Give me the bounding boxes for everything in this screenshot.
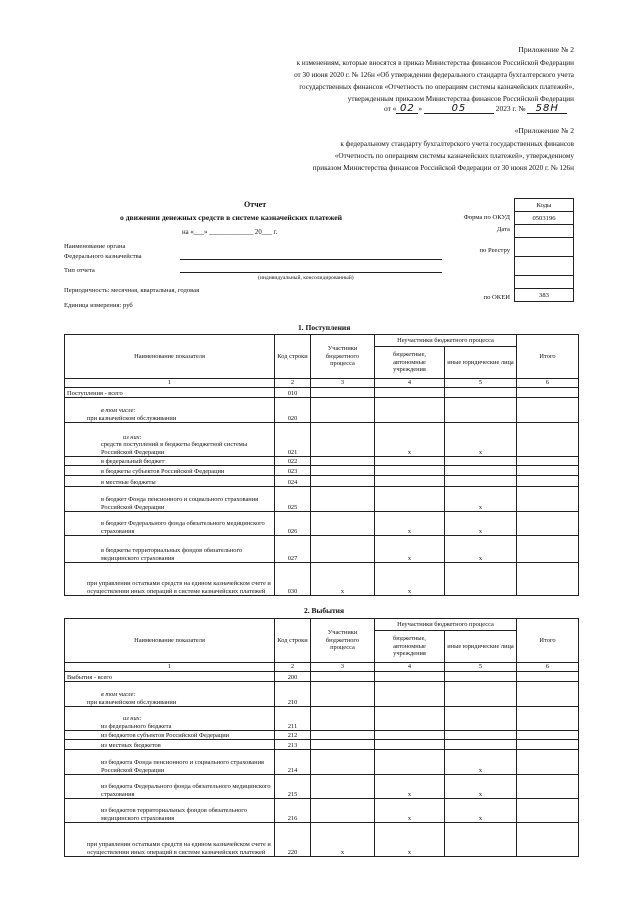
row-cell-c3	[311, 707, 375, 731]
row-cell-c5	[445, 398, 517, 423]
row-group-label: из них:	[123, 715, 142, 722]
codes-header: Коды	[515, 199, 574, 212]
col-num-2: 2	[275, 663, 311, 672]
row-cell-c4: x	[375, 563, 445, 596]
col-budget-inst-header: бюджетные, автономные учреждения	[375, 631, 445, 663]
row-name	[65, 682, 275, 707]
table-row	[65, 799, 579, 823]
row-cell-total	[517, 707, 579, 731]
row-cell-c4	[375, 707, 445, 731]
codes-table	[514, 198, 574, 302]
appendix2-title: «Приложение № 2	[514, 126, 574, 135]
table-row	[65, 740, 579, 750]
col-num-6: 6	[517, 379, 579, 388]
row-cell-c5	[445, 388, 517, 398]
row-name: Поступления - всего	[65, 388, 275, 398]
row-cell-total	[517, 731, 579, 740]
row-name	[65, 423, 275, 457]
row-cell-c4: x	[375, 512, 445, 536]
row-label: средств поступлений в бюджеты бюджетной системы Российской Федерации	[101, 441, 248, 456]
row-cell-total	[517, 775, 579, 799]
org-label-2: Федерального казначейства	[64, 253, 142, 260]
okei-label: по ОКЕИ	[483, 294, 510, 301]
row-cell-total	[517, 388, 579, 398]
row-cell-c4	[375, 731, 445, 740]
table-row	[65, 707, 579, 731]
row-cell-c5	[445, 707, 517, 731]
registry-cell-2	[515, 257, 574, 276]
type-label: Тип отчета	[64, 267, 95, 274]
row-code: 213	[275, 740, 311, 750]
date-year: 2023 г. №	[495, 104, 526, 113]
row-code: 030	[275, 563, 311, 596]
table-row	[65, 512, 579, 536]
row-cell-c4	[375, 682, 445, 707]
row-code: 020	[275, 398, 311, 423]
row-code: 026	[275, 512, 311, 536]
row-code: 023	[275, 466, 311, 476]
report-title: Отчет	[244, 200, 267, 209]
row-cell-total	[517, 740, 579, 750]
row-cell-c5	[445, 682, 517, 707]
column-numbers-row	[65, 663, 579, 672]
type-underline	[180, 272, 442, 273]
row-cell-c5	[445, 457, 517, 466]
order-number: 58Н	[527, 104, 567, 114]
row-name: из бюджета Фонда пенсионного и социального страхования Российской Федерации	[65, 750, 275, 775]
row-cell-c4	[375, 398, 445, 423]
row-code: 027	[275, 536, 311, 563]
col-num-1: 1	[65, 379, 275, 388]
date-month: 05	[424, 104, 494, 114]
row-cell-c3	[311, 466, 375, 476]
col-name-header: Наименование показателя	[65, 335, 275, 379]
row-cell-c3	[311, 457, 375, 466]
table-row	[65, 476, 579, 487]
row-name: в местные бюджеты	[65, 476, 275, 487]
table-row	[65, 682, 579, 707]
row-code: 022	[275, 457, 311, 466]
appendix-title: Приложение № 2	[518, 45, 574, 54]
amend-line-1: к изменениям, которые вносятся в приказ Министерства финансов Российской Федерации	[296, 59, 574, 67]
col-budget-inst-header: бюджетные, автономные учреждения	[375, 347, 445, 379]
row-cell-c3	[311, 682, 375, 707]
col-participants-header: Участники бюджетного процесса	[311, 335, 375, 379]
row-cell-c4	[375, 466, 445, 476]
row-cell-c4	[375, 388, 445, 398]
col-num-3: 3	[311, 379, 375, 388]
row-cell-c3	[311, 775, 375, 799]
col-num-5: 5	[445, 379, 517, 388]
row-cell-total	[517, 487, 579, 512]
row-cell-total	[517, 423, 579, 457]
row-cell-total	[517, 536, 579, 563]
row-cell-c3	[311, 487, 375, 512]
table-row	[65, 466, 579, 476]
row-name: в бюджет Фонда пенсионного и социального страхования Российской Федерации	[65, 487, 275, 512]
row-cell-c5: x	[445, 487, 517, 512]
row-label: при казначейском обслуживании	[87, 698, 177, 706]
row-cell-c3	[311, 536, 375, 563]
row-cell-c5: x	[445, 536, 517, 563]
row-cell-c5	[445, 476, 517, 487]
section2-title: 2. Выбытия	[304, 606, 345, 615]
row-cell-c4	[375, 476, 445, 487]
row-name: при управлении остатками средств на едином казначейском счете и осуществлении иных операций в системе казначейских платежей	[65, 563, 275, 596]
row-cell-c3	[311, 672, 375, 682]
row-cell-c5: x	[445, 750, 517, 775]
date-code-label: Дата	[496, 226, 510, 233]
row-name	[65, 398, 275, 423]
row-name: в бюджеты субъектов Российской Федерации	[65, 466, 275, 476]
table-row	[65, 536, 579, 563]
row-cell-c5: x	[445, 423, 517, 457]
row-code: 216	[275, 799, 311, 823]
row-cell-c5	[445, 672, 517, 682]
section1-title: 1. Поступления	[298, 323, 351, 332]
date-mid: »	[418, 104, 423, 113]
row-cell-total	[517, 750, 579, 775]
row-cell-c4	[375, 740, 445, 750]
row-cell-c3	[311, 398, 375, 423]
date-code-cell	[515, 225, 574, 238]
col-num-6: 6	[517, 663, 579, 672]
row-cell-c5	[445, 466, 517, 476]
date-prefix: от «	[384, 104, 397, 113]
org-underline	[180, 259, 442, 260]
row-group-label: в том числе:	[101, 691, 136, 698]
table-row	[65, 672, 579, 682]
table-row	[65, 750, 579, 775]
row-cell-total	[517, 466, 579, 476]
table-row	[65, 388, 579, 398]
table-row	[65, 423, 579, 457]
row-cell-c3	[311, 750, 375, 775]
row-cell-c4: x	[375, 536, 445, 563]
date-day: 02	[396, 104, 418, 114]
row-code: 025	[275, 487, 311, 512]
row-cell-total	[517, 398, 579, 423]
row-cell-c3: x	[311, 823, 375, 857]
row-code: 211	[275, 707, 311, 731]
row-cell-total	[517, 682, 579, 707]
row-code: 024	[275, 476, 311, 487]
col-participants-header: Участники бюджетного процесса	[311, 619, 375, 663]
row-code: 215	[275, 775, 311, 799]
type-hint: (индивидуальный, консолидированный)	[258, 275, 354, 281]
row-cell-total	[517, 799, 579, 823]
column-numbers-row	[65, 379, 579, 388]
row-cell-c5	[445, 563, 517, 596]
row-cell-c4: x	[375, 799, 445, 823]
periodicity: Периодичность: месячная, квартальная, годовая	[64, 287, 200, 294]
row-cell-c3	[311, 423, 375, 457]
row-cell-total	[517, 563, 579, 596]
row-cell-total	[517, 512, 579, 536]
row-cell-c4: x	[375, 423, 445, 457]
row-code: 214	[275, 750, 311, 775]
row-cell-c5: x	[445, 775, 517, 799]
row-name: из бюджета Федерального фонда обязательного медицинского страхования	[65, 775, 275, 799]
receipts-table	[64, 334, 579, 596]
disbursements-table	[64, 618, 579, 857]
row-code: 210	[275, 682, 311, 707]
row-cell-total	[517, 823, 579, 857]
row-cell-c4	[375, 672, 445, 682]
row-cell-c5	[445, 823, 517, 857]
row-cell-c4	[375, 487, 445, 512]
row-name: в бюджеты территориальных фондов обязательного медицинского страхования	[65, 536, 275, 563]
row-cell-total	[517, 672, 579, 682]
row-name	[65, 707, 275, 731]
col-num-3: 3	[311, 663, 375, 672]
standard-line-2: «Отчетность по операциям системы казначейских платежей», утвержденному	[334, 152, 574, 160]
row-label: при казначейском обслуживании	[87, 414, 177, 422]
row-cell-c3	[311, 476, 375, 487]
amend-line-4: утвержденным приказом Министерства финансов Российской Федерации	[347, 95, 574, 103]
row-cell-c5	[445, 740, 517, 750]
col-code-header: Код строки	[275, 619, 311, 663]
col-total-header: Итого	[517, 335, 579, 379]
table-row	[65, 775, 579, 799]
row-cell-c4: x	[375, 823, 445, 857]
row-name: из бюджетов субъектов Российской Федерации	[65, 731, 275, 740]
row-name: Выбытия - всего	[65, 672, 275, 682]
table-row	[65, 457, 579, 466]
row-cell-c5	[445, 731, 517, 740]
col-num-4: 4	[375, 663, 445, 672]
row-cell-c4: x	[375, 775, 445, 799]
col-num-5: 5	[445, 663, 517, 672]
amend-line-2: от 30 июня 2020 г. № 126н «Об утверждении федерального стандарта бухгалтерского учета	[294, 71, 574, 79]
col-legal-header: иные юридические лица	[445, 347, 517, 379]
row-name: из местных бюджетов	[65, 740, 275, 750]
row-name: из бюджетов территориальных фондов обязательного медицинского страхования	[65, 799, 275, 823]
row-group-label: из них:	[123, 433, 142, 441]
row-label: из федерального бюджета	[101, 722, 172, 730]
table-row	[65, 398, 579, 423]
table-row	[65, 731, 579, 740]
row-cell-c4	[375, 750, 445, 775]
row-group-label: в том числе:	[101, 407, 136, 414]
unit-label: Единица измерения: руб	[64, 302, 133, 309]
row-cell-c3	[311, 740, 375, 750]
col-code-header: Код строки	[275, 335, 311, 379]
order-date-line	[384, 104, 567, 114]
row-cell-c5: x	[445, 799, 517, 823]
okud-value: 0503196	[515, 212, 574, 225]
row-cell-c3	[311, 799, 375, 823]
row-code: 212	[275, 731, 311, 740]
standard-line-3: приказом Министерства финансов Российской Федерации от 30 июня 2020 г. № 126н	[312, 164, 574, 172]
row-cell-c4	[375, 457, 445, 466]
org-label-1: Наименование органа	[64, 243, 126, 250]
okei-value: 383	[515, 289, 574, 302]
row-name: в бюджет Федерального фонда обязательного медицинского страхования	[65, 512, 275, 536]
col-num-2: 2	[275, 379, 311, 388]
col-name-header: Наименование показателя	[65, 619, 275, 663]
row-code: 010	[275, 388, 311, 398]
col-legal-header: иные юридические лица	[445, 631, 517, 663]
col-num-4: 4	[375, 379, 445, 388]
row-cell-c3	[311, 388, 375, 398]
row-cell-c3: x	[311, 563, 375, 596]
col-num-1: 1	[65, 663, 275, 672]
table-row	[65, 563, 579, 596]
table-row	[65, 487, 579, 512]
row-cell-c5: x	[445, 512, 517, 536]
report-date-line: на «___» _____________ 20___ г.	[182, 229, 278, 236]
row-cell-total	[517, 457, 579, 466]
row-cell-total	[517, 476, 579, 487]
row-cell-c3	[311, 512, 375, 536]
okud-label: Форма по ОКУД	[463, 214, 510, 221]
standard-line-1: к федеральному стандарту бухгалтерского учета государственных финансов	[340, 140, 574, 148]
table-row	[65, 823, 579, 857]
col-nonparticipants-header: Неучастники бюджетного процесса	[375, 335, 517, 347]
report-subtitle: о движении денежных средств в системе казначейских платежей	[120, 213, 343, 222]
col-total-header: Итого	[517, 619, 579, 663]
row-cell-c3	[311, 731, 375, 740]
row-code: 200	[275, 672, 311, 682]
registry-cell	[515, 238, 574, 257]
col-nonparticipants-header: Неучастники бюджетного процесса	[375, 619, 517, 631]
registry-label: по Реестру	[479, 247, 510, 254]
row-name: при управлении остатками средств на едином казначейском счете и осуществлении иных операций в системе казначейских платежей	[65, 823, 275, 857]
row-name: в федеральный бюджет	[65, 457, 275, 466]
amend-line-3: государственных финансов «Отчетность по операциям системы казначейских платежей»,	[299, 83, 574, 91]
blank-code-cell	[515, 276, 574, 289]
row-code: 220	[275, 823, 311, 857]
row-code: 021	[275, 423, 311, 457]
